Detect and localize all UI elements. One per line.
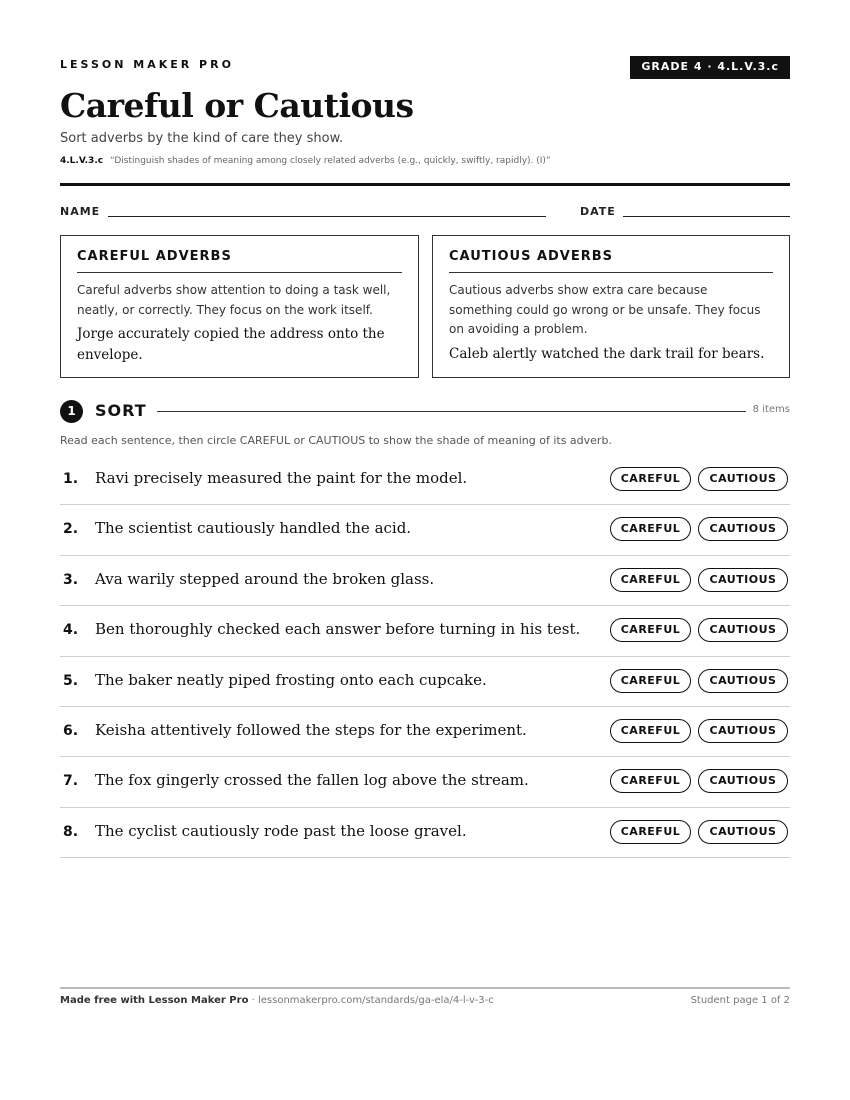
footer-page-number: Student page 1 of 2 — [690, 995, 790, 1006]
cautious-example-sentence: Caleb alertly watched the dark trail for bears. — [449, 345, 765, 362]
header-divider — [60, 183, 790, 186]
item-number: 4. — [63, 622, 79, 639]
item-sentence: The baker neatly piped frosting onto each cupcake. — [95, 670, 487, 689]
footer-divider — [60, 987, 790, 989]
careful-definition-title: CAREFUL ADVERBS — [77, 249, 402, 273]
worksheet-subtitle: Sort adverbs by the kind of care they show. — [60, 131, 344, 146]
name-label: NAME — [60, 205, 101, 218]
item-sentence: Ava warily stepped around the broken glass. — [95, 569, 435, 588]
careful-choice[interactable]: CAREFUL — [610, 467, 691, 491]
item-sentence: The fox gingerly crossed the fallen log above the stream. — [95, 771, 529, 790]
cautious-choice[interactable]: CAUTIOUS — [698, 669, 788, 693]
sort-item — [60, 455, 790, 505]
cautious-definition-title: CAUTIOUS ADVERBS — [449, 249, 773, 273]
date-field[interactable] — [623, 216, 790, 217]
footer-made-with: Made free with Lesson Maker Pro — [60, 995, 249, 1006]
section-title: SORT — [95, 401, 147, 420]
cautious-choice[interactable]: CAUTIOUS — [698, 618, 788, 642]
careful-definition-box — [60, 235, 419, 378]
careful-choice[interactable]: CAREFUL — [610, 719, 691, 743]
grade-badge: GRADE 4 · 4.L.V.3.c — [630, 56, 790, 79]
careful-choice[interactable]: CAREFUL — [610, 618, 691, 642]
careful-choice[interactable]: CAREFUL — [610, 820, 691, 844]
item-number: 6. — [63, 722, 79, 739]
sort-instructions: Read each sentence, then circle CAREFUL or CAUTIOUS to show the shade of meaning of its adverb. — [60, 434, 612, 447]
sort-items-list — [60, 455, 790, 858]
sort-item — [60, 505, 790, 555]
cautious-choice[interactable]: CAUTIOUS — [698, 820, 788, 844]
item-sentence: Ravi precisely measured the paint for the model. — [95, 469, 468, 487]
sort-section-header — [60, 400, 790, 422]
standard-code: 4.L.V.3.c — [60, 156, 104, 166]
cautious-choice[interactable]: CAUTIOUS — [698, 719, 788, 743]
careful-definition-text: Careful adverbs show attention to doing a task well, neatly, or correctly. They focus on the work itself. — [77, 283, 391, 317]
date-label: DATE — [580, 205, 616, 218]
careful-choice[interactable]: CAREFUL — [610, 568, 691, 592]
cautious-choice[interactable]: CAUTIOUS — [698, 517, 788, 541]
name-field[interactable] — [108, 216, 546, 217]
worksheet-page — [60, 0, 790, 1100]
name-date-row — [60, 204, 790, 220]
brand-name: LESSON MAKER PRO — [60, 58, 234, 71]
item-sentence: The scientist cautiously handled the acid. — [95, 519, 412, 538]
worksheet-title: Careful or Cautious — [60, 86, 414, 125]
sort-item — [60, 707, 790, 757]
item-sentence: The cyclist cautiously rode past the loose gravel. — [95, 821, 467, 840]
item-number: 1. — [63, 471, 79, 487]
sort-item — [60, 556, 790, 606]
section-number-badge: 1 — [60, 400, 83, 423]
section-divider — [157, 411, 746, 412]
careful-example-sentence: Jorge accurately copied the address onto the envelope. — [77, 326, 385, 363]
footer — [60, 995, 790, 1006]
careful-choice[interactable]: CAREFUL — [610, 517, 691, 541]
item-sentence: Keisha attentively followed the steps for the experiment. — [95, 720, 527, 739]
item-sentence: Ben thoroughly checked each answer before turning in his test. — [95, 620, 581, 639]
footer-separator: · — [248, 995, 258, 1006]
cautious-definition-text: Cautious adverbs show extra care because something could go wrong or be unsafe. They focus on avoiding a problem. — [449, 283, 761, 336]
footer-url[interactable]: lessonmakerpro.com/standards/ga-ela/4-l-v-3-c — [257, 995, 494, 1006]
item-number: 5. — [63, 672, 79, 689]
cautious-choice[interactable]: CAUTIOUS — [698, 769, 788, 793]
standard-text: “Distinguish shades of meaning among closely related adverbs (e.g., quickly, swiftly, rapidly). (I)” — [109, 156, 551, 166]
header — [60, 56, 790, 80]
item-number: 8. — [63, 823, 79, 840]
careful-choice[interactable]: CAREFUL — [610, 769, 691, 793]
cautious-definition-box — [432, 235, 790, 378]
item-number: 7. — [63, 773, 79, 790]
item-number: 3. — [63, 571, 79, 588]
sort-item — [60, 606, 790, 656]
sort-item — [60, 808, 790, 858]
careful-choice[interactable]: CAREFUL — [610, 669, 691, 693]
cautious-choice[interactable]: CAUTIOUS — [698, 467, 788, 491]
item-count: 8 items — [752, 404, 790, 415]
standard-line — [60, 156, 551, 166]
cautious-choice[interactable]: CAUTIOUS — [698, 568, 788, 592]
sort-item — [60, 657, 790, 707]
sort-item — [60, 757, 790, 807]
item-number: 2. — [63, 521, 79, 538]
